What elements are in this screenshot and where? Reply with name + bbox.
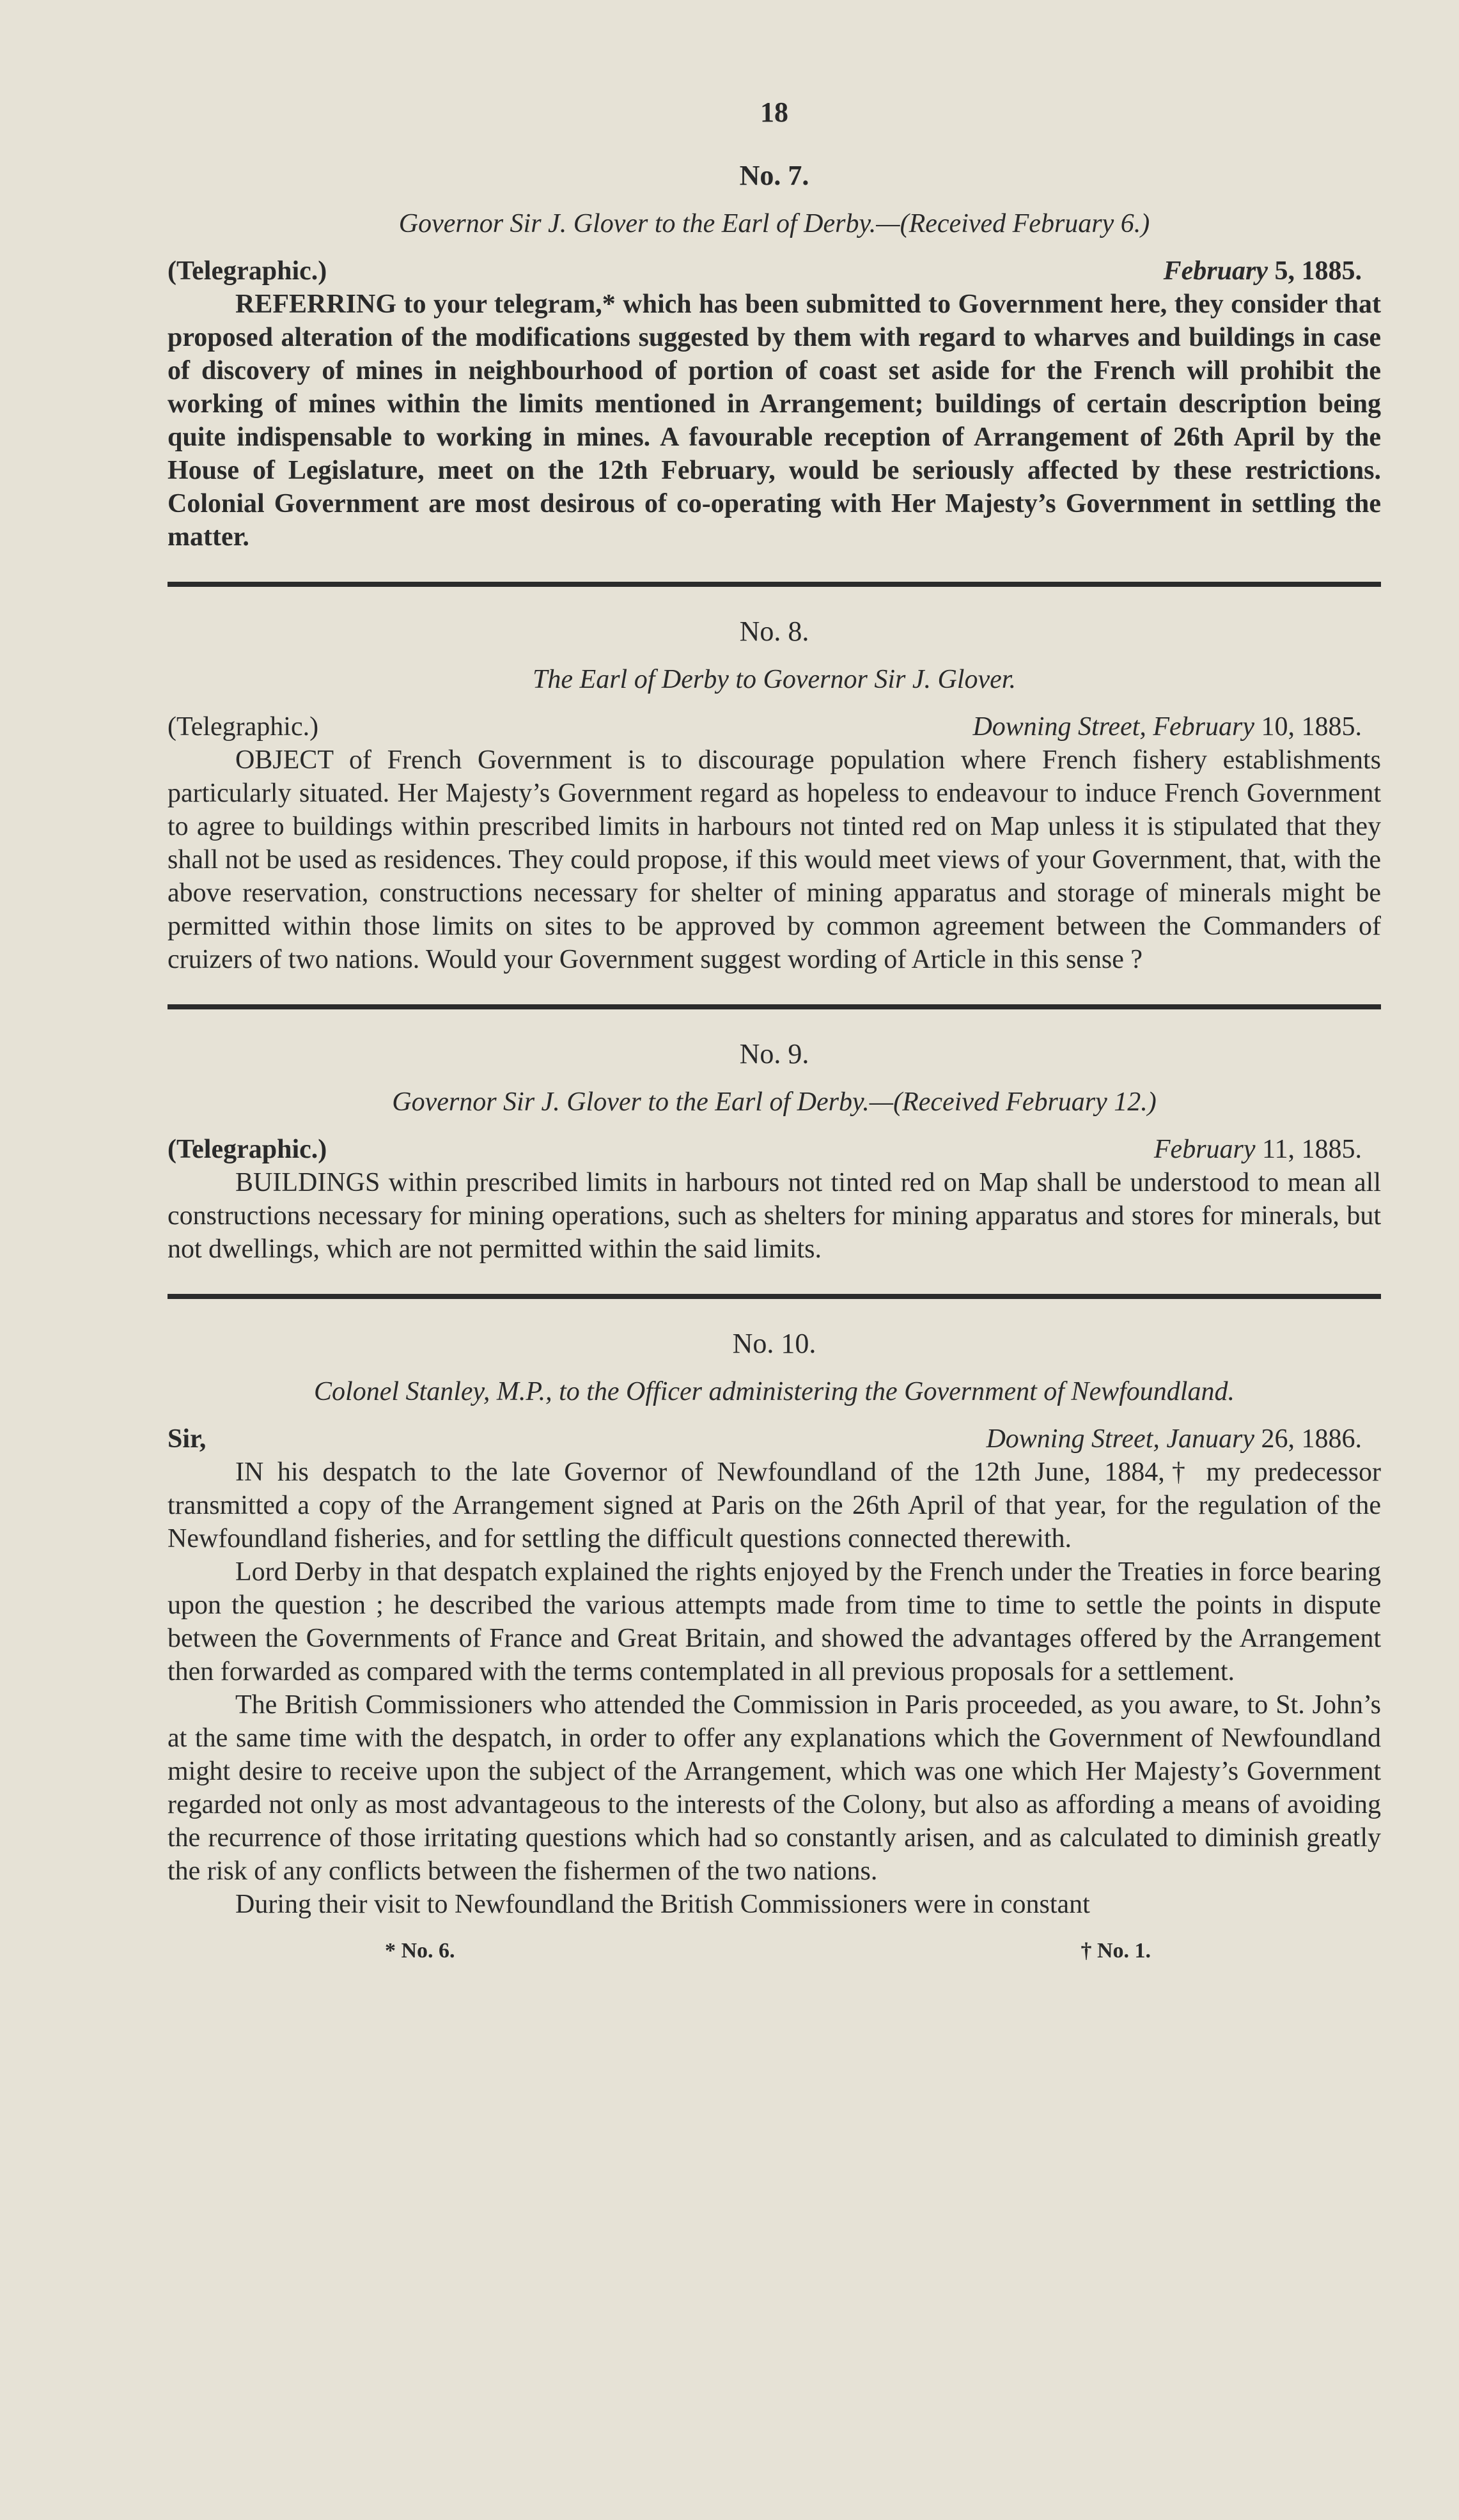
- date-rest: 11, 1885.: [1255, 1135, 1362, 1164]
- paragraph: OBJECT of French Government is to discourage population where French fishery establishments particularly situated. Her Majesty’s Government regard as hopeless to endeavour to induce French Government to agree to buildings within prescribed limits in harbours not tinted red on Map unless it is stipulated that they shall not be used as residences. They could propose, if this would meet views of your Government, that, with the above reservation, constructions necessary for shelter of mining apparatus and storage of minerals might be permitted within those limits on sites to be approved by common agreement between the Commanders of cruizers of two nations. Would your Government suggest wording of Article in this sense ?: [168, 745, 1381, 974]
- section-no-7: [168, 159, 1381, 554]
- section-meta: [168, 710, 1381, 743]
- section-number: No. 9.: [739, 1038, 809, 1069]
- date-rest: 26, 1886.: [1254, 1424, 1362, 1454]
- section-no-8: [168, 615, 1381, 976]
- section-divider: [168, 582, 1381, 587]
- paragraph: During their visit to Newfoundland the British Commissioners were in constant: [235, 1890, 1090, 1919]
- paragraph: Lord Derby in that despatch explained the rights enjoyed by the French under the Treaties in force bearing upon the question ; he described the various attempts made from time to time to settle the points in dispute between the Governments of France and Great Britain, and showed the advantages offered by the Arrangement then forwarded as compared with the terms contemplated in all previous proposals for a settlement.: [168, 1557, 1381, 1686]
- section-no-9: [168, 1038, 1381, 1266]
- date-rest: 5, 1885.: [1268, 256, 1362, 286]
- page-content: [168, 96, 1381, 1963]
- paragraph: BUILDINGS within prescribed limits in harbours not tinted red on Map shall be understood to mean all constructions necessary for mining operations, such as shelters for mining apparatus and stores for minerals, but not dwellings, which are not permitted within the said limits.: [168, 1168, 1381, 1264]
- section-meta: [168, 1133, 1381, 1166]
- footnote: * No. 6.: [385, 1939, 455, 1963]
- telegraphic-label: (Telegraphic.): [168, 712, 319, 742]
- section-divider: [168, 1004, 1381, 1009]
- salutation: Sir,: [168, 1424, 207, 1454]
- section-number: No. 7.: [739, 160, 809, 191]
- page-number: 18: [760, 97, 788, 128]
- footnotes: [168, 1939, 1381, 1963]
- date-rest: 10, 1885.: [1254, 712, 1362, 742]
- section-date: [986, 1422, 1381, 1456]
- section-number: No. 8.: [739, 616, 809, 647]
- section-no-10: [168, 1327, 1381, 1921]
- date-italic: February: [1153, 1135, 1256, 1164]
- section-number: No. 10.: [732, 1328, 816, 1359]
- paragraph: The British Commissioners who attended the Commission in Paris proceeded, as you aware, to St. John’s at the same time with the despatch, in order to offer any explanations which the Government of Newfoundland might desire to receive upon the subject of the Arrangement, which was one which Her Majesty’s Government regarded not only as most advantageous to the interests of the Colony, but also as affording a means of avoiding the recurrence of those irritating questions which had so constantly arisen, and as calculated to diminish greatly the risk of any conflicts between the fishermen of the two nations.: [168, 1690, 1381, 1886]
- section-heading: Governor Sir J. Glover to the Earl of Derby.—(Received February 6.): [398, 209, 1150, 238]
- section-heading: Governor Sir J. Glover to the Earl of Derby.—(Received February 12.): [392, 1087, 1157, 1117]
- date-italic: Downing Street, January: [986, 1424, 1254, 1454]
- section-date: [1154, 1133, 1381, 1166]
- section-date: [1164, 254, 1381, 288]
- footnote: † No. 1.: [1081, 1939, 1151, 1963]
- date-italic: February: [1163, 256, 1268, 286]
- telegraphic-label: (Telegraphic.): [168, 1135, 327, 1164]
- section-heading: Colonel Stanley, M.P., to the Officer administering the Government of Newfoundland.: [314, 1377, 1235, 1406]
- telegraphic-label: (Telegraphic.): [168, 256, 327, 286]
- paragraph: IN his despatch to the late Governor of Newfoundland of the 12th June, 1884,† my predecessor transmitted a copy of the Arrangement signed at Paris on the 26th April of that year, for the regulation of the Newfoundland fisheries, and for settling the difficult questions connected therewith.: [168, 1458, 1381, 1553]
- section-date: [972, 710, 1381, 743]
- section-divider: [168, 1294, 1381, 1299]
- section-heading: The Earl of Derby to Governor Sir J. Glover.: [533, 665, 1016, 694]
- section-meta: [168, 1422, 1381, 1456]
- date-italic: Downing Street, February: [972, 712, 1254, 742]
- paragraph: REFERRING to your telegram,* which has been submitted to Government here, they consider that proposed alteration of the modifications suggested by them with regard to wharves and buildings in case of discovery of mines in neighbourhood of portion of coast set aside for the French will prohibit the working of mines within the limits mentioned in Arrangement; buildings of certain description being quite indispensable to working in mines. A favourable reception of Arrangement of 26th April by the House of Legislature, meet on the 12th February, would be seriously affected by these restrictions. Colonial Government are most desirous of co-operating with Her Majesty’s Government in settling the matter.: [168, 290, 1381, 552]
- section-meta: [168, 254, 1381, 288]
